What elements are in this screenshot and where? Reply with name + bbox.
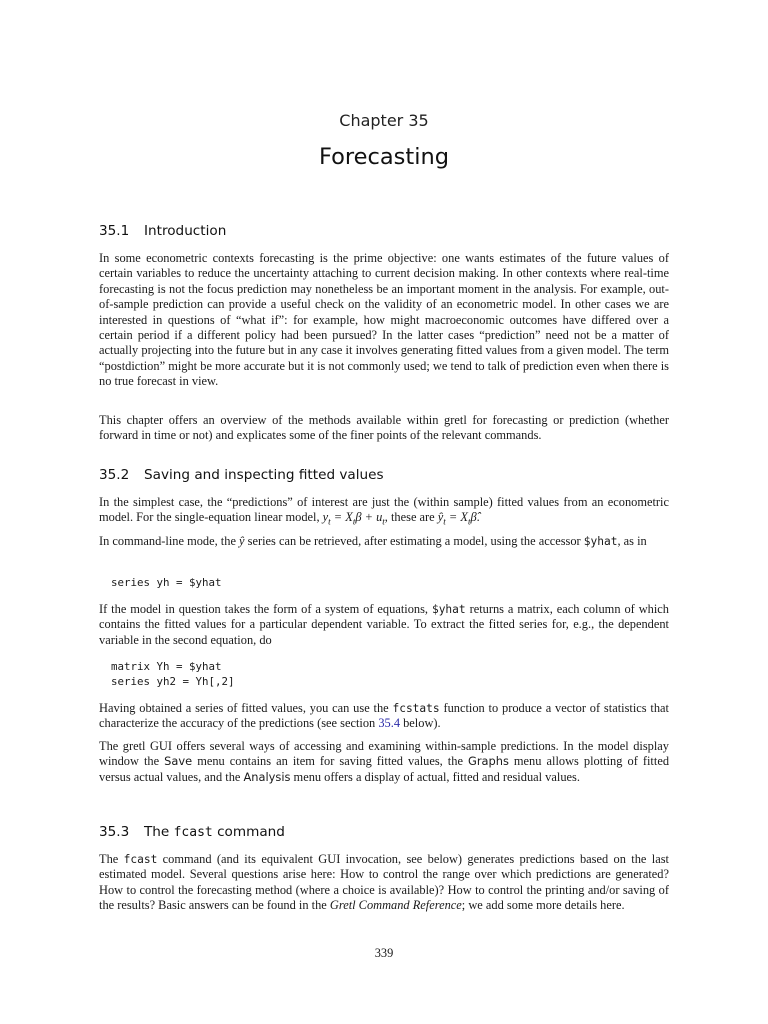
section-heading-fcast (99, 825, 285, 840)
intro-paragraph-1: In some econometric contexts forecasting is the prime objective: one wants estimates of the future values of certain variables to reduce the uncertainty attaching to current decision making. In other contexts where real-time forecasting is not the focus prediction may nonetheless be an important moment in the analysis. For example, out-of-sample prediction can provide a useful check on the validity of an econometric model. In other cases we are interested in questions of “what if”: for example, how might macroeconomic outcomes have differed over a certain period if a different policy had been pursued? In the latter cases “prediction” need not be a matter of actually projecting into the future but in any case it involves generating fitted values from a given model. The term “postdiction” might be more accurate but it is not commonly used; we tend to talk of prediction even when there is no true forecast in view. (99, 251, 669, 389)
command-code: fcast (123, 853, 158, 866)
menu-name-save: Save (164, 754, 193, 769)
text-run: ; we add some more details here. (461, 898, 625, 913)
menu-name-analysis: Analysis (243, 769, 291, 784)
intro-paragraph-2: This chapter offers an overview of the methods available within gretl for forecasting or prediction (whether forward in time or not) and explicates some of the finer points of the relevant commands. (99, 413, 669, 443)
reference-title: Gretl Command Reference (329, 898, 462, 913)
section-number: 35.2 (99, 467, 130, 483)
text-run: The (99, 852, 124, 866)
model-equation: $y_t = X_t\beta + u_t$ (322, 510, 385, 527)
section-title-post: command (212, 824, 285, 840)
text-run: menu offers a display of actual, fitted and residual values. (290, 769, 580, 784)
text-run: function to produce a vector of statistics that characterize the accuracy of the predictions (see section (99, 701, 670, 731)
text-run: command (and its equivalent GUI invocation, see below) generates predictions based on the last estimated model. Several questions arise here: How to control the range over which predictions are generated? How to control the forecasting method (where a choice is available)? How to control the printing and/or saving of the results? Basic answers can be found in the (99, 852, 669, 913)
menu-name-graphs: Graphs (468, 754, 509, 769)
fitted-paragraph-3 (99, 602, 669, 648)
accessor-code: $yhat (431, 603, 466, 616)
text-run: below). (400, 716, 441, 731)
text-run: The gretl GUI offers several ways of accessing and examining within-sample predictions. In the model display window the (99, 739, 669, 769)
text-run: series can be retrieved, after estimating a model, using the accessor (244, 534, 584, 548)
text-run: In the simplest case, the “predictions” of interest are just the (within sample) fitted values from an econometric model. For the single-equation linear model, (99, 495, 669, 525)
section-title-code: fcast (173, 825, 213, 840)
section-title: Saving and inspecting fitted values (144, 467, 384, 483)
text-run: If the model in question takes the form of a system of equations, (99, 602, 432, 616)
text-run: returns a matrix, each column of which contains the fitted values for a particular dependent variable. To extract the fitted series for, e.g., the dependent variable in the second equation, do (99, 602, 669, 647)
fitted-paragraph-1 (99, 495, 669, 530)
text-run: menu contains an item for saving fitted values, the (192, 754, 468, 769)
section-heading-introduction (99, 224, 226, 239)
fitted-equation: $ŷ_t$ = $X_t\betâ$ (437, 510, 477, 527)
code-block-2: matrix Yh = $yhat series yh2 = Yh[,2] (111, 660, 235, 689)
chapter-label: Chapter 35 (339, 111, 429, 130)
section-title-pre: The (144, 824, 174, 840)
text-run: Having obtained a series of fitted values, you can use the (99, 701, 393, 715)
text-run: . (476, 510, 480, 525)
code-block-1: series yh = $yhat (111, 576, 222, 589)
text-run: In command-line mode, the (99, 534, 240, 548)
chapter-title: Forecasting (318, 144, 449, 170)
accessor-code: $yhat (583, 535, 618, 548)
section-number: 35.1 (99, 223, 130, 239)
text-run: menu allows plotting of fitted versus actual values, and the (99, 754, 670, 784)
function-code: fcstats (392, 702, 440, 715)
section-heading-fitted-values (99, 468, 384, 483)
fitted-paragraph-5 (99, 739, 669, 785)
text-run: , as in (617, 534, 647, 548)
section-number: 35.3 (99, 824, 130, 840)
section-title: Introduction (144, 223, 227, 239)
fitted-paragraph-4 (99, 701, 669, 732)
text-run: , these are (384, 510, 438, 525)
fcast-paragraph-1 (99, 852, 669, 914)
fitted-paragraph-2 (99, 534, 669, 549)
section-reference-link[interactable]: 35.4 (378, 716, 401, 731)
page-number: 339 (374, 946, 394, 960)
yhat-symbol: ŷ (239, 534, 245, 548)
